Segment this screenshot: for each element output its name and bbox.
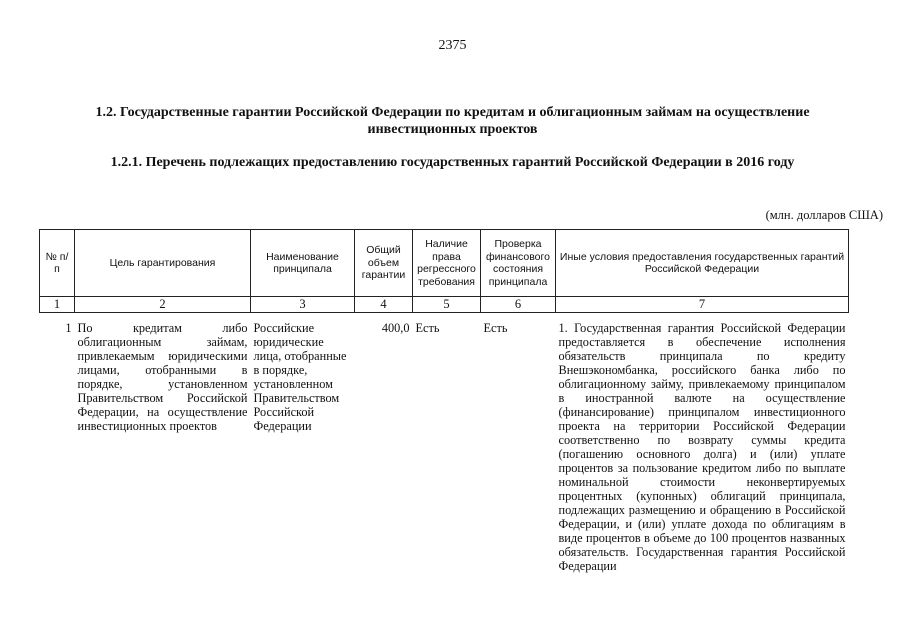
header-amount: Общий объем гарантии	[355, 230, 413, 297]
section-title: 1.2. Государственные гарантии Российской Федерации по кредитам и облигационным займам на осуществление инвестиционных проектов	[95, 105, 810, 137]
guarantee-amount: 400,0	[381, 321, 410, 335]
column-number: 5	[413, 297, 481, 313]
page-number: 2375	[438, 38, 467, 53]
financial-check: Есть	[483, 321, 508, 335]
column-number: 6	[481, 297, 556, 313]
subsection-title: 1.2.1. Перечень подлежащих предоставлению государственных гарантий Российской Федерации в 2016 году	[110, 155, 795, 170]
table-header-row	[40, 230, 849, 297]
column-number: 7	[556, 297, 849, 313]
regress-right: Есть	[415, 321, 440, 335]
column-number: 3	[251, 297, 355, 313]
guarantee-goal: По кредитам либо облигационным займам, привлекаемым юридическими лицами, отобранными в порядке, установленном Правительством Российской Федерации, на осуществление инвестиционных проектов	[77, 321, 248, 433]
table-row	[40, 313, 849, 574]
column-number-row	[40, 297, 849, 313]
header-num: № п/п	[40, 230, 75, 297]
column-number: 2	[75, 297, 251, 313]
header-conditions: Иные условия предоставления государственных гарантий Российской Федерации	[556, 230, 849, 297]
header-check: Проверка финансового состояния принципала	[481, 230, 556, 297]
header-principal: Наименование принципала	[251, 230, 355, 297]
other-conditions: 1. Государственная гарантия Российской Федерации предоставляется в обеспечение исполнения обязательств принципала по кредиту Внешэкономбанка, российского банка либо по облигационному займу, привлекаемому принципалом в иностранной валюте на осуществление (финансирование) принципалом инвестиционного проекта на территории Российской Федерации соответственно по возврату суммы кредита (погашению основного долга) и (или) уплате процентов за пользование кредитом либо по выплате номинальной стоимости неконвертируемых процентных (купонных) облигаций принципала, подлежащих размещению и обращению в Российской Федерации, и (или) уплате дохода по облигациям в виде процентов в объеме до 100 процентов названных обязательств. Государственная гарантия Российской Федерации	[558, 321, 846, 573]
header-regress: Наличие права регрессного требования	[413, 230, 481, 297]
units-note: (млн. долларов США)	[765, 208, 883, 222]
guarantees-table	[39, 229, 849, 573]
row-number: 1	[65, 321, 72, 335]
column-number: 4	[355, 297, 413, 313]
header-goal: Цель гарантирования	[75, 230, 251, 297]
principal-name: Российские юридические лица, отобранные в порядке, установленном Правительством Российской Федерации	[253, 321, 347, 433]
column-number: 1	[40, 297, 75, 313]
